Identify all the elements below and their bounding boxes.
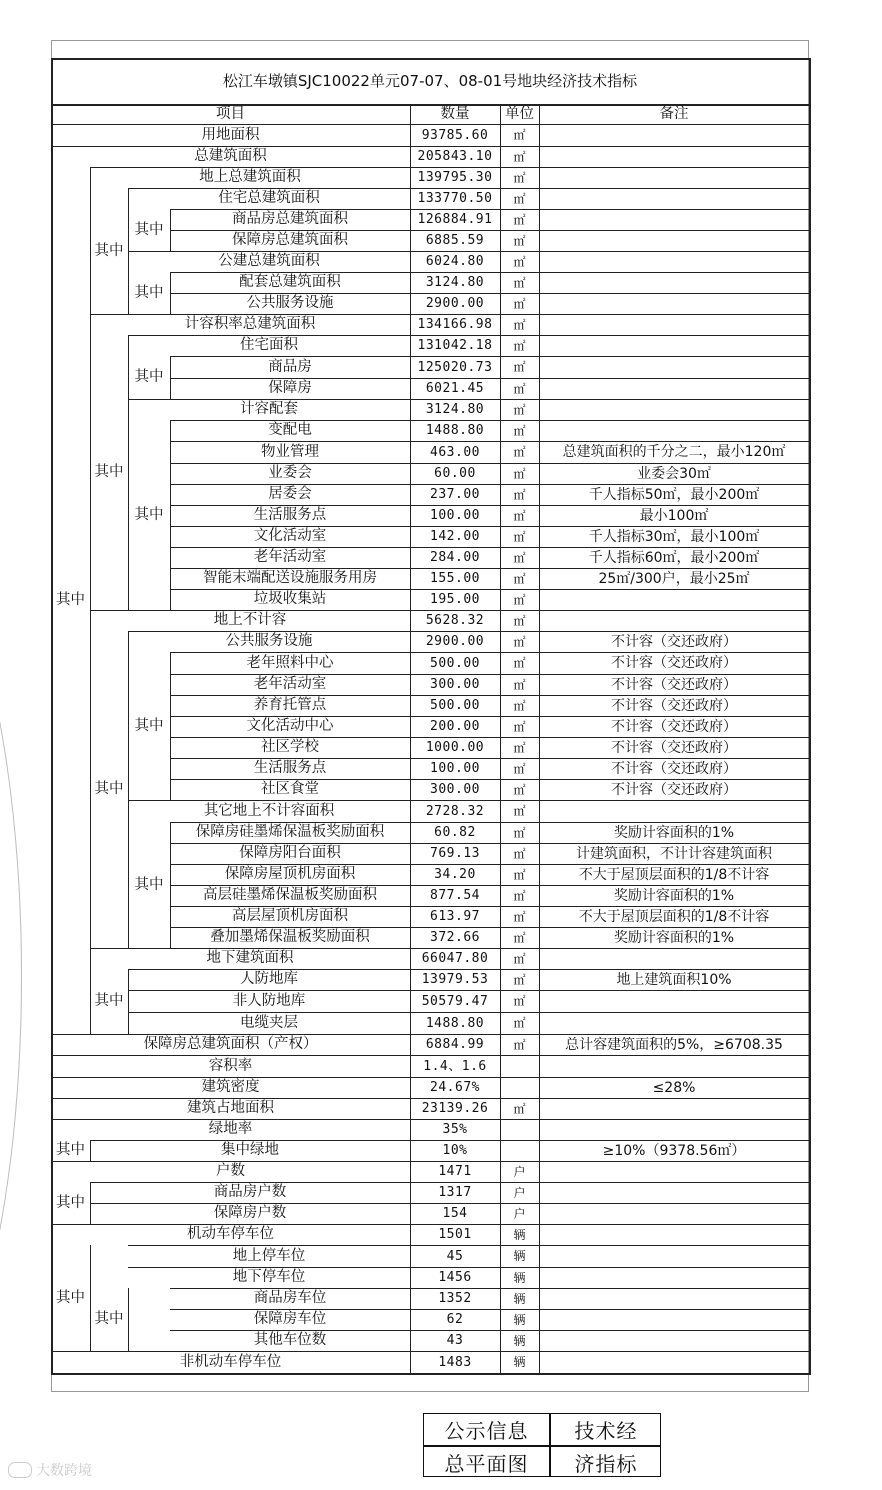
table-row-qty: 1488.80	[425, 423, 485, 438]
table-row-unit	[500, 1140, 539, 1161]
table-row-qty: 2728.32	[425, 803, 485, 819]
table-row-item: 社区学校	[261, 739, 319, 756]
table-row-note: 不计容（交还政府）	[611, 655, 737, 671]
table-row-note: 总建筑面积的千分之二，最小120㎡	[562, 444, 786, 460]
table-row-unit: ㎡	[513, 212, 526, 227]
table-row-note: 奖励计容面积的1%	[613, 887, 735, 904]
table-row-note	[539, 990, 809, 1012]
table-row-note: 地上建筑面积10%	[616, 971, 732, 988]
table-border-right	[809, 58, 811, 1373]
table-row-qty: 877.54	[430, 888, 480, 903]
table-row-note: 奖励计容面积的1%	[613, 929, 735, 946]
table-row-qty: 1501	[438, 1227, 472, 1242]
table-row-item: 保障房总建筑面积（产权）	[143, 1036, 318, 1053]
table-row-note	[539, 272, 809, 293]
table-row-unit: ㎡	[513, 719, 526, 734]
legend-tech-2: 济指标	[574, 1451, 638, 1476]
table-row-item: 智能末端配送设施服务用房	[203, 570, 377, 587]
table-row-item: 计容积率总建筑面积	[184, 316, 316, 333]
legend-box	[423, 1413, 661, 1477]
table-row-qty: 1352	[438, 1291, 472, 1306]
header-unit: 单位	[505, 105, 534, 122]
table-row-item: 物业管理	[261, 443, 319, 460]
table-border-bottom	[51, 1373, 811, 1375]
table-row-unit: ㎡	[513, 445, 526, 459]
table-row-item: 商品房户数	[213, 1184, 287, 1201]
table-row-qty: 60.82	[434, 825, 476, 840]
table-row-item: 高层屋顶机房面积	[232, 908, 348, 925]
table-row-unit: ㎡	[513, 613, 526, 628]
group-label-qizhong: 其中	[94, 464, 124, 481]
table-row-qty: 195.00	[430, 592, 480, 607]
table-row-qty: 769.13	[430, 846, 480, 861]
table-row-unit	[500, 1055, 539, 1077]
table-row-qty: 35%	[442, 1122, 468, 1137]
table-row-note: 不计容（交还政府）	[611, 760, 737, 777]
table-row-unit: ㎡	[513, 740, 526, 755]
table-row-note	[539, 420, 809, 441]
table-row-unit: ㎡	[513, 529, 526, 544]
table-row-unit: ㎡	[513, 592, 526, 607]
table-row-unit: ㎡	[513, 867, 526, 882]
table-row-qty: 613.97	[430, 909, 480, 924]
table-row-unit: ㎡	[513, 317, 526, 332]
table-row-item: 用地面积	[201, 126, 260, 143]
table-row-note	[539, 314, 809, 335]
table-row-unit: ㎡	[513, 550, 526, 565]
table-row-qty: 6884.99	[425, 1037, 485, 1052]
table-row-qty: 34.20	[434, 867, 476, 882]
table-row-note: 最小100㎡	[639, 507, 709, 524]
table-row-qty: 1471	[438, 1164, 472, 1179]
table-row-qty: 6885.59	[425, 233, 485, 248]
table-row-qty: 100.00	[430, 508, 480, 523]
table-row-unit: ㎡	[513, 994, 526, 1008]
legend-public-info: 公示信息	[444, 1419, 529, 1443]
table-row-unit: ㎡	[513, 254, 526, 269]
table-row-qty: 125020.73	[417, 359, 493, 375]
background-arc	[0, 500, 22, 1452]
table-row-unit: ㎡	[513, 571, 526, 586]
table-row-qty: 134166.98	[417, 317, 493, 332]
table-row-item: 地下建筑面积	[206, 950, 294, 967]
table-row-qty: 463.00	[430, 444, 480, 460]
table-row-unit: ㎡	[513, 698, 526, 713]
table-row-qty: 500.00	[430, 655, 480, 671]
table-row-note: 计建筑面积，不计计容建筑面积	[576, 845, 772, 862]
table-row-qty: 50579.47	[421, 993, 489, 1009]
table-row-item: 地下停车位	[232, 1269, 306, 1286]
table-row-unit: ㎡	[513, 381, 526, 396]
table-row-item: 保障房硅墨烯保温板奖励面积	[195, 824, 385, 841]
table-row-item: 老年照料中心	[246, 654, 334, 671]
table-row-unit: 户	[513, 1206, 526, 1221]
group-label-qizhong: 其中	[94, 242, 124, 259]
header-note: 备注	[659, 105, 689, 122]
table-row-note: 千人指标60㎡，最小200㎡	[588, 549, 760, 566]
table-row-item: 建筑密度	[201, 1079, 260, 1096]
table-row-item: 非人防地库	[232, 992, 306, 1009]
table-row-qty: 237.00	[430, 487, 480, 502]
table-row-unit	[500, 1119, 539, 1140]
table-row-unit: ㎡	[513, 1037, 526, 1052]
table-row-unit: ㎡	[513, 338, 526, 353]
table-row-qty: 139795.30	[417, 170, 493, 185]
table-row-item: 保障房屋顶机房面积	[224, 866, 356, 883]
table-row-qty: 3124.80	[425, 275, 485, 290]
group-label-qizhong: 其中	[56, 1289, 85, 1306]
table-row-item: 住宅面积	[240, 337, 298, 354]
table-row-unit: ㎡	[513, 402, 526, 417]
table-row-note	[539, 1309, 809, 1330]
table-row-unit: 户	[513, 1164, 526, 1179]
table-row-qty: 1000.00	[425, 740, 485, 755]
table-row-item: 保障房阳台面积	[239, 845, 341, 862]
table-row-unit: ㎡	[513, 191, 526, 206]
table-row-note: 不大于屋顶层面积的1/8不计容	[578, 866, 770, 883]
table-row-qty: 13979.53	[421, 972, 489, 987]
table-row-item: 容积率	[208, 1057, 253, 1074]
table-row-unit: ㎡	[513, 128, 526, 142]
table-row-note	[539, 1267, 809, 1288]
table-row-unit: ㎡	[513, 951, 526, 966]
table-row-note	[539, 124, 809, 146]
table-row-note	[539, 209, 809, 230]
table-row-unit: ㎡	[513, 233, 526, 248]
table-row-qty: 60.00	[434, 466, 476, 481]
table-row-qty: 2900.00	[425, 296, 485, 311]
table-row-note	[539, 1245, 809, 1267]
legend-site-plan: 总平面图	[444, 1451, 529, 1476]
table-row-note: 千人指标30㎡，最小100㎡	[588, 528, 760, 545]
table-row-unit: ㎡	[513, 888, 526, 903]
header-item: 项目	[216, 105, 245, 122]
table-row-item: 变配电	[268, 422, 312, 439]
table-row-unit: ㎡	[513, 930, 526, 945]
table-row-note	[539, 146, 809, 167]
table-row-item: 总建筑面积	[194, 148, 267, 165]
table-row-unit: ㎡	[513, 656, 526, 670]
header-qty: 数量	[440, 105, 470, 122]
table-row-qty: 1317	[438, 1185, 472, 1200]
group-label-qizhong: 其中	[134, 221, 164, 238]
table-row-item: 建筑占地面积	[187, 1100, 274, 1117]
table-row-unit: ㎡	[513, 508, 526, 523]
table-row-item: 居委会	[268, 486, 312, 503]
table-row-note	[539, 1012, 809, 1034]
table-row-item: 公共服务设施	[246, 295, 334, 312]
table-row-unit: ㎡	[513, 804, 526, 818]
table-row-unit: ㎡	[513, 170, 526, 185]
table-row-note	[539, 251, 809, 272]
legend-tech-1: 技术经	[574, 1419, 638, 1443]
group-label-qizhong: 其中	[134, 506, 164, 523]
table-row-note	[539, 293, 809, 314]
table-row-item: 保障房车位	[253, 1311, 327, 1328]
table-row-note	[539, 230, 809, 251]
table-row-item: 养育托管点	[253, 697, 327, 714]
table-row-item: 老年活动室	[253, 549, 327, 566]
table-row-item: 文化活动室	[253, 528, 327, 545]
table-row-unit: ㎡	[513, 846, 526, 861]
table-row-note: 不计容（交还政府）	[611, 781, 737, 798]
table-row-note: 千人指标50㎡，最小200㎡	[588, 486, 760, 503]
table-row-unit	[500, 1077, 539, 1098]
table-row-note	[539, 948, 809, 969]
table-row-note: 不计容（交还政府）	[611, 739, 737, 756]
title-divider	[51, 104, 809, 106]
table-row-note	[539, 1351, 809, 1373]
table-row-unit: ㎡	[513, 466, 526, 481]
table-row-item: 业委会	[268, 465, 312, 482]
table-row-item: 商品房	[268, 358, 312, 375]
table-row-item: 人防地库	[240, 971, 298, 988]
table-row-qty: 23139.26	[421, 1101, 489, 1116]
table-row-qty: 1.4、1.6	[423, 1058, 487, 1074]
table-row-note	[539, 335, 809, 356]
watermark-logo-icon	[8, 1462, 32, 1478]
table-row-note	[539, 1203, 809, 1224]
table-row-note	[539, 1055, 809, 1077]
table-row-qty: 10%	[442, 1143, 468, 1158]
table-row-item: 户数	[216, 1163, 245, 1180]
group-label-qizhong: 其中	[134, 284, 164, 301]
group-label-qizhong: 其中	[94, 1311, 124, 1328]
table-row-item: 保障房户数	[213, 1205, 287, 1222]
table-row-item: 住宅总建筑面积	[218, 190, 320, 207]
table-row-unit: 辆	[513, 1270, 526, 1285]
table-row-qty: 2900.00	[425, 634, 485, 649]
table-row-item: 非机动车停车位	[179, 1353, 282, 1370]
table-row-note	[539, 356, 809, 378]
table-row-unit: ㎡	[513, 825, 526, 840]
table-row-note	[539, 1161, 809, 1182]
table-row-unit: ㎡	[513, 634, 526, 649]
table-row-unit: 辆	[513, 1355, 526, 1369]
group-label-qizhong: 其中	[56, 592, 85, 609]
group-label-qizhong: 其中	[56, 1142, 85, 1159]
table-row-unit: ㎡	[513, 677, 526, 692]
table-row-qty: 372.66	[430, 930, 480, 945]
table-row-qty: 1488.80	[425, 1015, 485, 1031]
table-row-note: 业委会30㎡	[637, 465, 711, 482]
table-row-item: 生活服务点	[253, 760, 327, 777]
group-label-qizhong: 其中	[94, 781, 124, 798]
table-row-qty: 133770.50	[417, 191, 493, 206]
table-row-item: 保障房	[268, 380, 312, 397]
table-row-unit: 辆	[513, 1312, 526, 1327]
table-title: 松江车墩镇SJC10022单元07-07、08-01号地块经济技术指标	[222, 71, 638, 90]
table-row-qty: 1483	[438, 1354, 472, 1370]
table-row-qty: 6024.80	[425, 254, 485, 269]
table-row-unit: ㎡	[513, 909, 526, 924]
table-row-unit: ㎡	[513, 761, 526, 776]
table-row-note	[539, 610, 809, 631]
table-row-qty: 126884.91	[417, 212, 493, 227]
table-row-note: 不计容（交还政府）	[611, 718, 737, 735]
table-row-item: 老年活动室	[253, 676, 327, 693]
table-row-item: 地上停车位	[232, 1247, 306, 1264]
table-row-unit: 辆	[513, 1333, 526, 1348]
table-row-note	[539, 399, 809, 420]
table-row-note: 不计容（交还政府）	[611, 676, 737, 693]
group-label-qizhong: 其中	[94, 993, 124, 1010]
table-row-item: 商品房车位	[253, 1290, 327, 1307]
table-row-item: 商品房总建筑面积	[232, 211, 348, 228]
table-row-qty: 3124.80	[425, 402, 485, 417]
table-row-qty: 45	[446, 1248, 464, 1264]
table-row-item: 其它地上不计容面积	[203, 802, 335, 819]
table-row-note	[539, 167, 809, 188]
group-divider	[128, 1288, 129, 1351]
table-row-note: 不大于屋顶层面积的1/8不计容	[578, 908, 770, 925]
table-row-qty: 43	[446, 1333, 464, 1348]
table-row-unit: ㎡	[513, 782, 526, 797]
table-row-unit: ㎡	[513, 275, 526, 290]
table-row-unit: ㎡	[513, 423, 526, 438]
table-row-note: 不计容（交还政府）	[611, 633, 737, 650]
table-row-qty: 62	[446, 1312, 464, 1327]
table-row-note	[539, 1330, 809, 1351]
watermark	[8, 1460, 92, 1480]
table-row-unit: 户	[513, 1185, 526, 1200]
table-row-item: 地上总建筑面积	[199, 169, 301, 186]
watermark-text: 大数跨境	[36, 1463, 92, 1479]
table-row-qty: 24.67%	[430, 1080, 480, 1095]
group-label-qizhong: 其中	[56, 1194, 85, 1211]
table-row-unit: ㎡	[513, 296, 526, 311]
group-label-qizhong: 其中	[134, 717, 164, 734]
table-row-item: 保障房总建筑面积	[232, 232, 348, 249]
table-row-note: 不计容（交还政府）	[611, 697, 737, 714]
table-row-qty: 155.00	[430, 571, 480, 586]
table-row-item: 生活服务点	[253, 507, 327, 524]
table-row-qty: 5628.32	[425, 613, 485, 628]
table-row-unit: ㎡	[513, 360, 526, 374]
table-row-item: 叠加墨烯保温板奖励面积	[210, 929, 370, 946]
table-row-item: 配套总建筑面积	[239, 274, 341, 291]
table-row-qty: 131042.18	[417, 338, 493, 353]
table-row-note	[539, 1224, 809, 1245]
table-row-unit: 辆	[513, 1249, 526, 1263]
table-row-item: 其他车位数	[253, 1332, 327, 1349]
table-row-note	[539, 1119, 809, 1140]
table-row-item: 集中绿地	[221, 1142, 279, 1159]
table-row-note: ≥10%（9378.56㎡）	[602, 1142, 746, 1159]
table-row-qty: 66047.80	[421, 951, 489, 966]
table-row-item: 地上不计容	[213, 612, 287, 629]
table-row-qty: 300.00	[430, 677, 480, 692]
table-row-qty: 142.00	[430, 529, 480, 544]
table-row-qty: 100.00	[430, 761, 480, 776]
table-border-top	[51, 58, 809, 60]
table-row-note	[539, 800, 809, 822]
table-row-item: 文化活动中心	[246, 718, 334, 735]
table-row-note	[539, 1288, 809, 1309]
table-row-qty: 284.00	[430, 550, 480, 565]
table-row-item: 公共服务设施	[225, 633, 313, 650]
table-row-item: 计容配套	[240, 401, 298, 418]
table-row-unit: ㎡	[513, 1016, 526, 1030]
table-row-note	[539, 188, 809, 209]
table-row-qty: 300.00	[430, 782, 480, 797]
table-row-unit: 辆	[513, 1227, 526, 1242]
table-row-item: 电缆夹层	[240, 1014, 298, 1031]
table-row-unit: 辆	[513, 1291, 526, 1306]
table-row-item: 机动车停车位	[187, 1226, 274, 1243]
table-row-note: 奖励计容面积的1%	[613, 824, 735, 841]
table-row-unit: ㎡	[513, 487, 526, 502]
table-row-qty: 200.00	[430, 719, 480, 734]
group-label-qizhong: 其中	[134, 369, 164, 386]
table-row-unit: ㎡	[513, 972, 526, 987]
table-row-note: ≤28%	[652, 1079, 696, 1096]
table-row-item: 绿地率	[208, 1121, 253, 1138]
table-row-qty: 93785.60	[421, 127, 489, 143]
table-row-qty: 205843.10	[417, 149, 493, 164]
table-row-item: 垃圾收集站	[253, 591, 327, 608]
table-row-note	[539, 1182, 809, 1203]
table-row-note	[539, 589, 809, 610]
table-row-qty: 500.00	[430, 698, 480, 713]
table-row-qty: 154	[442, 1206, 468, 1221]
table-row-item: 公建总建筑面积	[218, 253, 320, 270]
table-row-item: 社区食堂	[261, 781, 319, 798]
table-row-qty: 6021.45	[425, 381, 485, 396]
table-row-item: 高层硅墨烯保温板奖励面积	[203, 887, 377, 904]
table-row-note: 25㎡/300户，最小25㎡	[598, 570, 750, 587]
table-row-unit: ㎡	[513, 1101, 526, 1116]
table-row-qty: 1456	[438, 1270, 472, 1285]
table-row-note	[539, 378, 809, 399]
table-row-note	[539, 1098, 809, 1119]
group-label-qizhong: 其中	[134, 876, 164, 893]
table-row-unit: ㎡	[513, 149, 526, 164]
table-row-note: 总计容建筑面积的5%，≥6708.35	[565, 1036, 783, 1053]
